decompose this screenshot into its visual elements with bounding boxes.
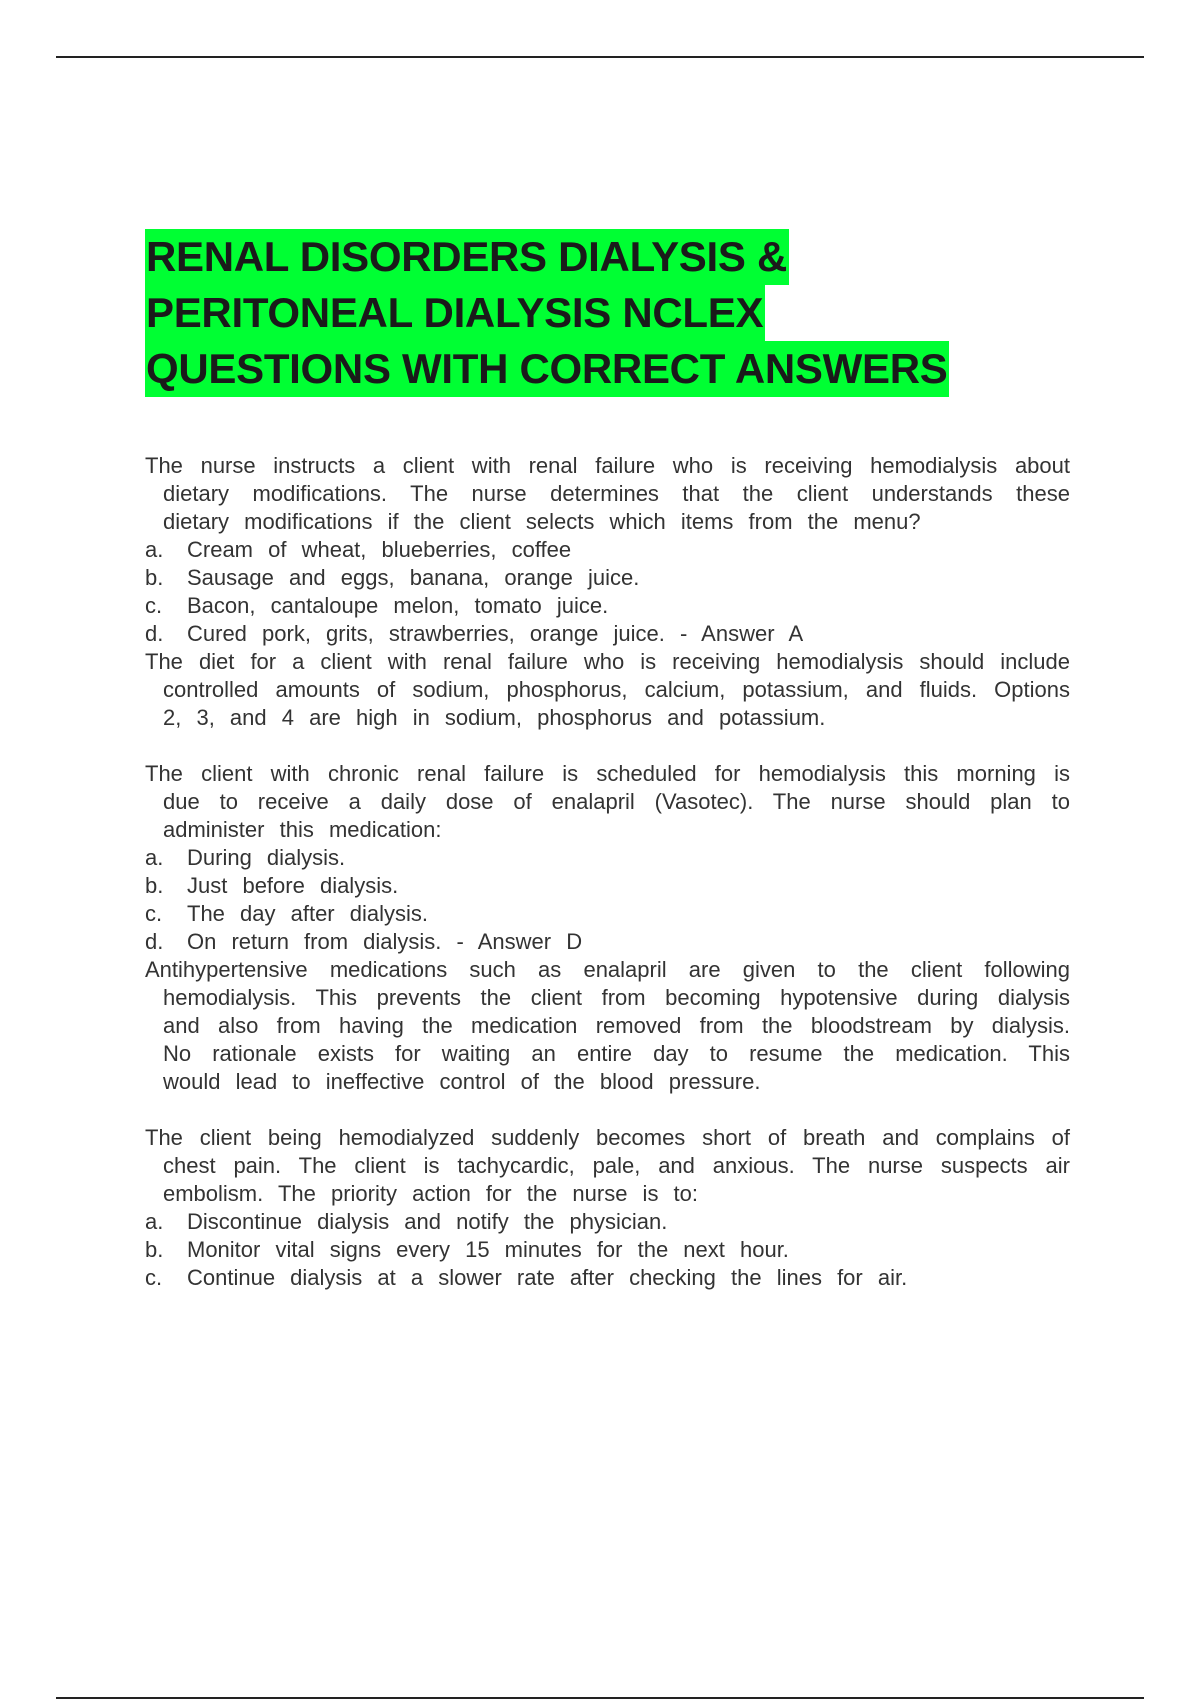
question-1-option-a <box>145 536 1070 564</box>
document-title <box>145 229 1105 397</box>
question-3-option-c <box>145 1264 1070 1292</box>
title-line-3: QUESTIONS WITH CORRECT ANSWERS <box>145 341 949 397</box>
question-2-option-d <box>145 928 1070 956</box>
question-1-option-b <box>145 564 1070 592</box>
bottom-rule <box>56 1697 1144 1699</box>
question-1-stem: The nurse instructs a client with renal failure who is receiving hemodialysis about dietary modifications. The nurse determines that the client understands these dietary modifications if the client selects which items from the menu? <box>145 453 1070 534</box>
question-1-option-c <box>145 592 1070 620</box>
option-text: Just before dialysis. <box>187 873 399 898</box>
question-2-option-c <box>145 900 1070 928</box>
option-letter: a. <box>145 537 164 562</box>
option-letter: c. <box>145 593 163 618</box>
option-letter: d. <box>145 621 164 646</box>
option-text: Cream of wheat, blueberries, coffee <box>187 537 572 562</box>
option-letter: b. <box>145 1237 164 1262</box>
document-body <box>145 452 1070 1292</box>
option-text: Cured pork, grits, strawberries, orange juice. - Answer A <box>187 621 804 646</box>
question-2-stem: The client with chronic renal failure is scheduled for hemodialysis this morning is due to receive a daily dose of enalapril (Vasotec). The nurse should plan to administer this medication: <box>145 761 1070 842</box>
option-text: Continue dialysis at a slower rate after checking the lines for air. <box>187 1265 908 1290</box>
option-text: Discontinue dialysis and notify the physician. <box>187 1209 668 1234</box>
title-line-1: RENAL DISORDERS DIALYSIS & <box>145 229 789 285</box>
option-text: During dialysis. <box>187 845 346 870</box>
option-letter: c. <box>145 901 163 926</box>
top-rule <box>56 56 1144 58</box>
question-2-option-a <box>145 844 1070 872</box>
option-text: On return from dialysis. - Answer D <box>187 929 583 954</box>
question-2-rationale: Antihypertensive medications such as enalapril are given to the client following hemodialysis. This prevents the client from becoming hypotensive during dialysis and also from having the medication removed from the bloodstream by dialysis. No rationale exists for waiting an entire day to resume the medication. This would lead to ineffective control of the blood pressure. <box>145 957 1070 1094</box>
question-3-option-b <box>145 1236 1070 1264</box>
option-letter: d. <box>145 929 164 954</box>
option-text: Monitor vital signs every 15 minutes for the next hour. <box>187 1237 789 1262</box>
option-text: Sausage and eggs, banana, orange juice. <box>187 565 640 590</box>
title-line-2: PERITONEAL DIALYSIS NCLEX <box>145 285 765 341</box>
spacer <box>145 1096 1070 1124</box>
question-2-option-b <box>145 872 1070 900</box>
option-letter: a. <box>145 1209 164 1234</box>
option-letter: a. <box>145 845 164 870</box>
option-letter: c. <box>145 1265 163 1290</box>
question-3-stem: The client being hemodialyzed suddenly becomes short of breath and complains of chest pain. The client is tachycardic, pale, and anxious. The nurse suspects air embolism. The priority action for the nurse is to: <box>145 1125 1070 1206</box>
option-text: Bacon, cantaloupe melon, tomato juice. <box>187 593 609 618</box>
question-1-option-d <box>145 620 1070 648</box>
option-letter: b. <box>145 565 164 590</box>
question-1-rationale: The diet for a client with renal failure who is receiving hemodialysis should include controlled amounts of sodium, phosphorus, calcium, potassium, and fluids. Options 2, 3, and 4 are high in sodium, phosphorus and potassium. <box>145 649 1070 730</box>
option-letter: b. <box>145 873 164 898</box>
option-text: The day after dialysis. <box>187 901 428 926</box>
question-3-option-a <box>145 1208 1070 1236</box>
spacer <box>145 732 1070 760</box>
